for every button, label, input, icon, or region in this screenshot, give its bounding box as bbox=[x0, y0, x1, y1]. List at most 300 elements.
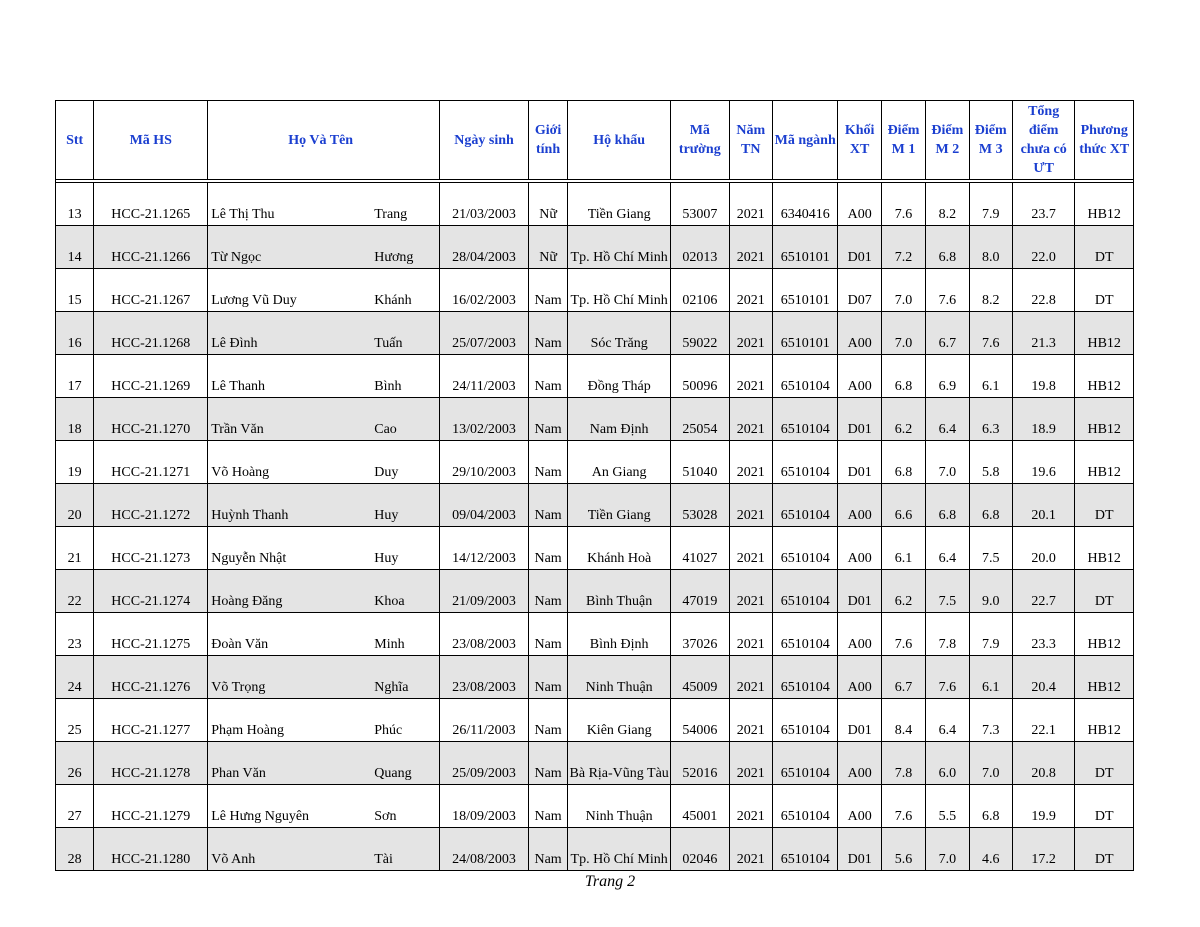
diem-m2-cell: 6.7 bbox=[926, 312, 969, 355]
diem-m2-cell: 6.8 bbox=[926, 484, 969, 527]
stt-cell: 25 bbox=[56, 699, 94, 742]
table-row bbox=[56, 484, 1134, 527]
khoi-xt-cell: D01 bbox=[838, 441, 881, 484]
stt-cell: 27 bbox=[56, 785, 94, 828]
ma-nganh-cell: 6510104 bbox=[772, 484, 838, 527]
ho-khau-cell: Tp. Hồ Chí Minh bbox=[568, 269, 671, 312]
diem-m2-cell: 6.4 bbox=[926, 527, 969, 570]
khoi-xt-cell: A00 bbox=[838, 484, 881, 527]
stt-cell: 20 bbox=[56, 484, 94, 527]
ho-ten-cell bbox=[208, 699, 440, 742]
gioi-tinh-cell: Nam bbox=[528, 785, 567, 828]
gioi-tinh-cell: Nam bbox=[528, 699, 567, 742]
tong-diem-cell: 22.1 bbox=[1012, 699, 1075, 742]
ho-dem-text: Phan Văn bbox=[211, 766, 266, 781]
ngay-sinh-cell: 23/08/2003 bbox=[440, 613, 529, 656]
khoi-xt-cell: A00 bbox=[838, 613, 881, 656]
diem-m3-cell: 8.0 bbox=[969, 226, 1012, 269]
tong-diem-cell: 23.3 bbox=[1012, 613, 1075, 656]
ma-nganh-cell: 6510101 bbox=[772, 226, 838, 269]
nam-tn-cell: 2021 bbox=[729, 656, 772, 699]
ho-dem-text: Lương Vũ Duy bbox=[211, 293, 297, 308]
nam-tn-cell: 2021 bbox=[729, 785, 772, 828]
ho-ten-cell bbox=[208, 398, 440, 441]
ngay-sinh-cell: 18/09/2003 bbox=[440, 785, 529, 828]
stt-cell: 28 bbox=[56, 828, 94, 871]
diem-m3-cell: 9.0 bbox=[969, 570, 1012, 613]
phuong-thuc-cell: HB12 bbox=[1075, 183, 1134, 226]
diem-m1-cell: 5.6 bbox=[881, 828, 925, 871]
ma-hs-cell: HCC-21.1268 bbox=[94, 312, 208, 355]
page-footer: Trang 2 bbox=[584, 873, 636, 890]
ho-ten-cell bbox=[208, 269, 440, 312]
stt-cell: 19 bbox=[56, 441, 94, 484]
gioi-tinh-cell: Nam bbox=[528, 613, 567, 656]
ngay-sinh-cell: 21/09/2003 bbox=[440, 570, 529, 613]
gioi-tinh-cell: Nam bbox=[528, 398, 567, 441]
diem-m2-cell: 7.8 bbox=[926, 613, 969, 656]
ten-text: Quang bbox=[374, 766, 412, 781]
ho-ten-cell bbox=[208, 441, 440, 484]
ho-khau-cell: Nam Định bbox=[568, 398, 671, 441]
ma-hs-cell: HCC-21.1273 bbox=[94, 527, 208, 570]
ho-dem-text: Võ Anh bbox=[211, 852, 256, 867]
diem-m1-cell: 6.1 bbox=[881, 527, 925, 570]
khoi-xt-cell: A00 bbox=[838, 312, 881, 355]
table-row bbox=[56, 527, 1134, 570]
header-diem-m3: Điểm M 3 bbox=[969, 101, 1012, 180]
table-header bbox=[56, 101, 1134, 180]
nam-tn-cell: 2021 bbox=[729, 441, 772, 484]
ma-hs-cell: HCC-21.1276 bbox=[94, 656, 208, 699]
ngay-sinh-cell: 23/08/2003 bbox=[440, 656, 529, 699]
ma-truong-cell: 25054 bbox=[671, 398, 729, 441]
ngay-sinh-cell: 16/02/2003 bbox=[440, 269, 529, 312]
ma-truong-cell: 02106 bbox=[671, 269, 729, 312]
ngay-sinh-cell: 25/09/2003 bbox=[440, 742, 529, 785]
ngay-sinh-cell: 13/02/2003 bbox=[440, 398, 529, 441]
ma-truong-cell: 41027 bbox=[671, 527, 729, 570]
ten-text: Huy bbox=[374, 508, 399, 523]
table-body bbox=[56, 180, 1134, 871]
ma-hs-cell: HCC-21.1270 bbox=[94, 398, 208, 441]
tong-diem-cell: 22.0 bbox=[1012, 226, 1075, 269]
phuong-thuc-cell: HB12 bbox=[1075, 699, 1134, 742]
stt-cell: 21 bbox=[56, 527, 94, 570]
tong-diem-cell: 22.7 bbox=[1012, 570, 1075, 613]
nam-tn-cell: 2021 bbox=[729, 355, 772, 398]
ma-nganh-cell: 6510104 bbox=[772, 656, 838, 699]
ho-ten-cell bbox=[208, 183, 440, 226]
diem-m2-cell: 7.5 bbox=[926, 570, 969, 613]
gioi-tinh-cell: Nam bbox=[528, 355, 567, 398]
ma-hs-cell: HCC-21.1271 bbox=[94, 441, 208, 484]
ho-dem-text: Võ Trọng bbox=[211, 680, 266, 695]
tong-diem-cell: 23.7 bbox=[1012, 183, 1075, 226]
ten-text: Tài bbox=[374, 852, 393, 867]
nam-tn-cell: 2021 bbox=[729, 742, 772, 785]
ma-truong-cell: 50096 bbox=[671, 355, 729, 398]
khoi-xt-cell: D01 bbox=[838, 398, 881, 441]
phuong-thuc-cell: DT bbox=[1075, 226, 1134, 269]
ma-truong-cell: 02046 bbox=[671, 828, 729, 871]
table-row bbox=[56, 785, 1134, 828]
ngay-sinh-cell: 24/11/2003 bbox=[440, 355, 529, 398]
ma-hs-cell: HCC-21.1279 bbox=[94, 785, 208, 828]
ma-hs-cell: HCC-21.1267 bbox=[94, 269, 208, 312]
ho-dem-text: Võ Hoàng bbox=[211, 465, 270, 480]
header-stt: Stt bbox=[56, 101, 94, 180]
ma-truong-cell: 02013 bbox=[671, 226, 729, 269]
diem-m1-cell: 6.7 bbox=[881, 656, 925, 699]
tong-diem-cell: 18.9 bbox=[1012, 398, 1075, 441]
stt-cell: 23 bbox=[56, 613, 94, 656]
gioi-tinh-cell: Nam bbox=[528, 269, 567, 312]
ma-truong-cell: 45001 bbox=[671, 785, 729, 828]
diem-m3-cell: 7.9 bbox=[969, 183, 1012, 226]
header-ma-nganh: Mã ngành bbox=[772, 101, 838, 180]
stt-cell: 16 bbox=[56, 312, 94, 355]
ho-ten-cell bbox=[208, 656, 440, 699]
ho-dem-text: Lê Thanh bbox=[211, 379, 266, 394]
ho-khau-cell: Khánh Hoà bbox=[568, 527, 671, 570]
diem-m2-cell: 6.4 bbox=[926, 699, 969, 742]
gioi-tinh-cell: Nam bbox=[528, 441, 567, 484]
khoi-xt-cell: A00 bbox=[838, 355, 881, 398]
table-row bbox=[56, 699, 1134, 742]
tong-diem-cell: 21.3 bbox=[1012, 312, 1075, 355]
ma-hs-cell: HCC-21.1274 bbox=[94, 570, 208, 613]
ma-nganh-cell: 6510104 bbox=[772, 828, 838, 871]
gioi-tinh-cell: Nữ bbox=[528, 183, 567, 226]
diem-m3-cell: 5.8 bbox=[969, 441, 1012, 484]
gioi-tinh-cell: Nam bbox=[528, 656, 567, 699]
header-diem-m2: Điểm M 2 bbox=[926, 101, 969, 180]
ma-nganh-cell: 6510104 bbox=[772, 441, 838, 484]
diem-m1-cell: 6.2 bbox=[881, 570, 925, 613]
table-row bbox=[56, 355, 1134, 398]
gioi-tinh-cell: Nam bbox=[528, 828, 567, 871]
ho-khau-cell: Kiên Giang bbox=[568, 699, 671, 742]
diem-m3-cell: 7.6 bbox=[969, 312, 1012, 355]
ten-text: Khoa bbox=[374, 594, 405, 609]
table-row bbox=[56, 269, 1134, 312]
ngay-sinh-cell: 14/12/2003 bbox=[440, 527, 529, 570]
ho-khau-cell: Bình Định bbox=[568, 613, 671, 656]
ho-khau-cell: An Giang bbox=[568, 441, 671, 484]
header-ma-hs: Mã HS bbox=[94, 101, 208, 180]
nam-tn-cell: 2021 bbox=[729, 484, 772, 527]
ho-ten-cell bbox=[208, 742, 440, 785]
ho-ten-cell bbox=[208, 355, 440, 398]
ngay-sinh-cell: 25/07/2003 bbox=[440, 312, 529, 355]
nam-tn-cell: 2021 bbox=[729, 226, 772, 269]
nam-tn-cell: 2021 bbox=[729, 613, 772, 656]
diem-m2-cell: 8.2 bbox=[926, 183, 969, 226]
diem-m3-cell: 7.9 bbox=[969, 613, 1012, 656]
ma-truong-cell: 47019 bbox=[671, 570, 729, 613]
diem-m3-cell: 4.6 bbox=[969, 828, 1012, 871]
diem-m2-cell: 7.6 bbox=[926, 656, 969, 699]
header-ngay-sinh: Ngày sinh bbox=[440, 101, 529, 180]
nam-tn-cell: 2021 bbox=[729, 183, 772, 226]
table-row bbox=[56, 226, 1134, 269]
stt-cell: 13 bbox=[56, 183, 94, 226]
ma-nganh-cell: 6510104 bbox=[772, 699, 838, 742]
ngay-sinh-cell: 24/08/2003 bbox=[440, 828, 529, 871]
ma-nganh-cell: 6340416 bbox=[772, 183, 838, 226]
nam-tn-cell: 2021 bbox=[729, 828, 772, 871]
phuong-thuc-cell: HB12 bbox=[1075, 656, 1134, 699]
ho-khau-cell: Bà Rịa-Vũng Tàu bbox=[568, 742, 671, 785]
header-nam-tn: Năm TN bbox=[729, 101, 772, 180]
ma-nganh-cell: 6510104 bbox=[772, 785, 838, 828]
diem-m3-cell: 7.5 bbox=[969, 527, 1012, 570]
ma-truong-cell: 51040 bbox=[671, 441, 729, 484]
ma-nganh-cell: 6510104 bbox=[772, 613, 838, 656]
header-gioi-tinh: Giới tính bbox=[528, 101, 567, 180]
ten-text: Tuấn bbox=[374, 336, 403, 351]
ten-text: Khánh bbox=[374, 293, 412, 308]
ma-hs-cell: HCC-21.1272 bbox=[94, 484, 208, 527]
ho-ten-cell bbox=[208, 613, 440, 656]
ho-khau-cell: Tp. Hồ Chí Minh bbox=[568, 828, 671, 871]
stt-cell: 14 bbox=[56, 226, 94, 269]
stt-cell: 17 bbox=[56, 355, 94, 398]
diem-m1-cell: 7.6 bbox=[881, 785, 925, 828]
ma-hs-cell: HCC-21.1266 bbox=[94, 226, 208, 269]
stt-cell: 26 bbox=[56, 742, 94, 785]
tong-diem-cell: 20.1 bbox=[1012, 484, 1075, 527]
diem-m3-cell: 6.8 bbox=[969, 484, 1012, 527]
ho-ten-cell bbox=[208, 785, 440, 828]
ma-nganh-cell: 6510101 bbox=[772, 312, 838, 355]
ma-truong-cell: 52016 bbox=[671, 742, 729, 785]
diem-m1-cell: 6.8 bbox=[881, 355, 925, 398]
table-row bbox=[56, 398, 1134, 441]
phuong-thuc-cell: HB12 bbox=[1075, 355, 1134, 398]
diem-m3-cell: 7.0 bbox=[969, 742, 1012, 785]
ho-ten-cell bbox=[208, 484, 440, 527]
ho-dem-text: Lê Hưng Nguyên bbox=[211, 809, 310, 824]
phuong-thuc-cell: HB12 bbox=[1075, 441, 1134, 484]
phuong-thuc-cell: DT bbox=[1075, 570, 1134, 613]
ma-nganh-cell: 6510104 bbox=[772, 570, 838, 613]
diem-m3-cell: 6.1 bbox=[969, 355, 1012, 398]
ten-text: Minh bbox=[374, 637, 405, 652]
ten-text: Cao bbox=[374, 422, 397, 437]
header-ho-ten: Họ Và Tên bbox=[208, 101, 440, 180]
khoi-xt-cell: D01 bbox=[838, 226, 881, 269]
tong-diem-cell: 20.8 bbox=[1012, 742, 1075, 785]
diem-m3-cell: 6.1 bbox=[969, 656, 1012, 699]
ten-text: Nghĩa bbox=[374, 680, 409, 695]
khoi-xt-cell: A00 bbox=[838, 742, 881, 785]
table-row bbox=[56, 312, 1134, 355]
ngay-sinh-cell: 21/03/2003 bbox=[440, 183, 529, 226]
ho-ten-cell bbox=[208, 527, 440, 570]
stt-cell: 24 bbox=[56, 656, 94, 699]
gioi-tinh-cell: Nam bbox=[528, 570, 567, 613]
tong-diem-cell: 19.6 bbox=[1012, 441, 1075, 484]
header-ho-khau: Hộ khẩu bbox=[568, 101, 671, 180]
ngay-sinh-cell: 28/04/2003 bbox=[440, 226, 529, 269]
ho-ten-cell bbox=[208, 828, 440, 871]
khoi-xt-cell: A00 bbox=[838, 527, 881, 570]
ma-truong-cell: 53007 bbox=[671, 183, 729, 226]
diem-m1-cell: 7.0 bbox=[881, 312, 925, 355]
table-row bbox=[56, 183, 1134, 226]
ten-text: Sơn bbox=[374, 809, 397, 824]
ngay-sinh-cell: 09/04/2003 bbox=[440, 484, 529, 527]
gioi-tinh-cell: Nữ bbox=[528, 226, 567, 269]
ngay-sinh-cell: 26/11/2003 bbox=[440, 699, 529, 742]
nam-tn-cell: 2021 bbox=[729, 398, 772, 441]
tong-diem-cell: 17.2 bbox=[1012, 828, 1075, 871]
student-table bbox=[55, 100, 1134, 871]
ho-khau-cell: Ninh Thuận bbox=[568, 785, 671, 828]
phuong-thuc-cell: DT bbox=[1075, 484, 1134, 527]
ho-dem-text: Từ Ngọc bbox=[211, 250, 262, 265]
khoi-xt-cell: A00 bbox=[838, 656, 881, 699]
phuong-thuc-cell: DT bbox=[1075, 828, 1134, 871]
diem-m1-cell: 7.6 bbox=[881, 613, 925, 656]
diem-m1-cell: 6.6 bbox=[881, 484, 925, 527]
ten-text: Duy bbox=[374, 465, 399, 480]
ho-khau-cell: Tiền Giang bbox=[568, 183, 671, 226]
phuong-thuc-cell: DT bbox=[1075, 269, 1134, 312]
header-diem-m1: Điểm M 1 bbox=[881, 101, 925, 180]
ho-dem-text: Huỳnh Thanh bbox=[211, 508, 289, 523]
diem-m2-cell: 6.0 bbox=[926, 742, 969, 785]
diem-m2-cell: 5.5 bbox=[926, 785, 969, 828]
khoi-xt-cell: D01 bbox=[838, 699, 881, 742]
ten-text: Hương bbox=[374, 250, 414, 265]
table-row bbox=[56, 742, 1134, 785]
khoi-xt-cell: D07 bbox=[838, 269, 881, 312]
ten-text: Bình bbox=[374, 379, 402, 394]
nam-tn-cell: 2021 bbox=[729, 312, 772, 355]
ma-hs-cell: HCC-21.1275 bbox=[94, 613, 208, 656]
diem-m1-cell: 7.6 bbox=[881, 183, 925, 226]
phuong-thuc-cell: HB12 bbox=[1075, 613, 1134, 656]
ho-dem-text: Đoàn Văn bbox=[211, 637, 269, 652]
diem-m3-cell: 6.3 bbox=[969, 398, 1012, 441]
diem-m1-cell: 7.2 bbox=[881, 226, 925, 269]
ho-ten-cell bbox=[208, 570, 440, 613]
ho-dem-text: Hoàng Đăng bbox=[211, 594, 283, 609]
gioi-tinh-cell: Nam bbox=[528, 742, 567, 785]
ma-nganh-cell: 6510104 bbox=[772, 527, 838, 570]
ho-khau-cell: Tiền Giang bbox=[568, 484, 671, 527]
diem-m2-cell: 7.0 bbox=[926, 828, 969, 871]
ma-hs-cell: HCC-21.1280 bbox=[94, 828, 208, 871]
tong-diem-cell: 20.4 bbox=[1012, 656, 1075, 699]
diem-m2-cell: 6.8 bbox=[926, 226, 969, 269]
table-row bbox=[56, 613, 1134, 656]
ma-truong-cell: 45009 bbox=[671, 656, 729, 699]
gioi-tinh-cell: Nam bbox=[528, 312, 567, 355]
stt-cell: 18 bbox=[56, 398, 94, 441]
table-row bbox=[56, 656, 1134, 699]
diem-m1-cell: 7.8 bbox=[881, 742, 925, 785]
table-row bbox=[56, 570, 1134, 613]
header-tong-diem: Tổng điểm chưa có ƯT bbox=[1012, 101, 1075, 180]
ho-ten-cell bbox=[208, 312, 440, 355]
ho-khau-cell: Bình Thuận bbox=[568, 570, 671, 613]
phuong-thuc-cell: DT bbox=[1075, 785, 1134, 828]
diem-m3-cell: 8.2 bbox=[969, 269, 1012, 312]
ho-dem-text: Lê Đình bbox=[211, 336, 258, 351]
table-row bbox=[56, 828, 1134, 871]
ma-nganh-cell: 6510104 bbox=[772, 398, 838, 441]
ma-hs-cell: HCC-21.1277 bbox=[94, 699, 208, 742]
ho-dem-text: Phạm Hoàng bbox=[211, 723, 284, 738]
stt-cell: 15 bbox=[56, 269, 94, 312]
phuong-thuc-cell: HB12 bbox=[1075, 527, 1134, 570]
ma-truong-cell: 53028 bbox=[671, 484, 729, 527]
nam-tn-cell: 2021 bbox=[729, 269, 772, 312]
ma-nganh-cell: 6510104 bbox=[772, 742, 838, 785]
header-ma-truong: Mã trường bbox=[671, 101, 729, 180]
khoi-xt-cell: A00 bbox=[838, 785, 881, 828]
diem-m1-cell: 6.2 bbox=[881, 398, 925, 441]
diem-m1-cell: 7.0 bbox=[881, 269, 925, 312]
gioi-tinh-cell: Nam bbox=[528, 484, 567, 527]
ma-nganh-cell: 6510101 bbox=[772, 269, 838, 312]
diem-m3-cell: 7.3 bbox=[969, 699, 1012, 742]
tong-diem-cell: 19.8 bbox=[1012, 355, 1075, 398]
diem-m1-cell: 8.4 bbox=[881, 699, 925, 742]
stt-cell: 22 bbox=[56, 570, 94, 613]
nam-tn-cell: 2021 bbox=[729, 527, 772, 570]
ngay-sinh-cell: 29/10/2003 bbox=[440, 441, 529, 484]
ten-text: Trang bbox=[374, 207, 408, 222]
ten-text: Phúc bbox=[374, 723, 403, 738]
diem-m1-cell: 6.8 bbox=[881, 441, 925, 484]
header-khoi-xt: Khối XT bbox=[838, 101, 881, 180]
ma-hs-cell: HCC-21.1269 bbox=[94, 355, 208, 398]
khoi-xt-cell: D01 bbox=[838, 828, 881, 871]
ho-dem-text: Lê Thị Thu bbox=[211, 207, 275, 222]
nam-tn-cell: 2021 bbox=[729, 570, 772, 613]
nam-tn-cell: 2021 bbox=[729, 699, 772, 742]
ho-dem-text: Trần Văn bbox=[211, 422, 264, 437]
diem-m2-cell: 7.6 bbox=[926, 269, 969, 312]
ho-khau-cell: Tp. Hồ Chí Minh bbox=[568, 226, 671, 269]
khoi-xt-cell: A00 bbox=[838, 183, 881, 226]
ma-truong-cell: 54006 bbox=[671, 699, 729, 742]
ho-khau-cell: Sóc Trăng bbox=[568, 312, 671, 355]
ma-hs-cell: HCC-21.1278 bbox=[94, 742, 208, 785]
diem-m3-cell: 6.8 bbox=[969, 785, 1012, 828]
phuong-thuc-cell: DT bbox=[1075, 742, 1134, 785]
diem-m2-cell: 7.0 bbox=[926, 441, 969, 484]
ho-dem-text: Nguyễn Nhật bbox=[211, 551, 287, 566]
ho-khau-cell: Đồng Tháp bbox=[568, 355, 671, 398]
ho-khau-cell: Ninh Thuận bbox=[568, 656, 671, 699]
diem-m2-cell: 6.4 bbox=[926, 398, 969, 441]
ma-truong-cell: 59022 bbox=[671, 312, 729, 355]
header-phuong-thuc: Phương thức XT bbox=[1075, 101, 1134, 180]
tong-diem-cell: 19.9 bbox=[1012, 785, 1075, 828]
ten-text: Huy bbox=[374, 551, 399, 566]
khoi-xt-cell: D01 bbox=[838, 570, 881, 613]
ho-ten-cell bbox=[208, 226, 440, 269]
ma-truong-cell: 37026 bbox=[671, 613, 729, 656]
ma-nganh-cell: 6510104 bbox=[772, 355, 838, 398]
tong-diem-cell: 20.0 bbox=[1012, 527, 1075, 570]
